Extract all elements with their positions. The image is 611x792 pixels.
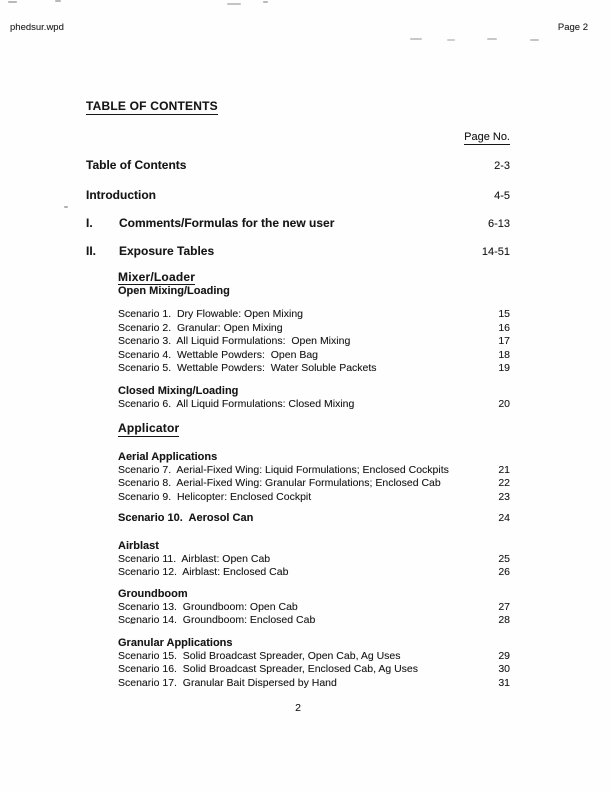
scenario-label: Scenario 8. Aerial-Fixed Wing: Granular Formulations; Enclosed Cab [118, 477, 441, 489]
toc-scenario-row [118, 566, 510, 580]
scenario-label: Scenario 4. Wettable Powders: Open Bag [118, 348, 319, 361]
scenario-page: 23 [498, 490, 510, 503]
scenario-page: 25 [498, 552, 510, 565]
toc-scenario-row [118, 553, 510, 567]
toc-entry-label: Introduction [86, 187, 156, 202]
scenario-list [118, 308, 510, 376]
header-page-label: Page 2 [557, 22, 588, 33]
airblast-subheading: Airblast [118, 539, 159, 552]
granular-applications-group [118, 637, 510, 691]
scenario-label: Scenario 13. Groundboom: Open Cab [118, 600, 298, 613]
toc-scenario-row [118, 464, 510, 478]
toc-title: TABLE OF CONTENTS [86, 99, 218, 113]
toc-entry-pages: 2-3 [494, 159, 510, 172]
airblast-group [118, 540, 510, 580]
scenario-label: Scenario 10. Aerosol Can [118, 512, 254, 524]
aerial-applications-group [118, 451, 510, 505]
mixer-loader-section [118, 270, 510, 412]
scenario-page: 22 [498, 477, 510, 489]
scenario-page: 29 [498, 649, 510, 662]
scenario-label: Scenario 1. Dry Flowable: Open Mixing [118, 308, 303, 320]
scenario-label: Scenario 3. All Liquid Formulations: Open Mixing [118, 335, 351, 347]
scenario-label: Scenario 5. Wettable Powders: Water Soluble Packets [118, 362, 377, 374]
scenario-page: 20 [498, 397, 510, 410]
toc-entry-pages: 14-51 [481, 245, 510, 258]
toc-scenario-row [118, 349, 510, 363]
scenario-label: Scenario 6. All Liquid Formulations: Closed Mixing [118, 397, 355, 410]
granular-applications-subheading: Granular Applications [118, 636, 233, 649]
toc-scenario-row [118, 308, 510, 322]
scenario-label: Scenario 7. Aerial-Fixed Wing: Liquid Formulations; Enclosed Cockpits [118, 463, 449, 476]
aerial-applications-subheading: Aerial Applications [118, 450, 218, 463]
toc-entry-numeral: I. [86, 215, 93, 230]
scenario-page: 26 [498, 566, 510, 578]
scenario-label: Scenario 12. Airblast: Enclosed Cab [118, 566, 289, 578]
scan-artifact [487, 38, 497, 40]
toc-scenario-row [118, 477, 510, 491]
scenario-page: 31 [498, 676, 510, 689]
scenario-list [118, 398, 510, 412]
toc-scenario-row [118, 491, 510, 505]
toc-entry-numeral: II. [86, 243, 97, 258]
scenario-list [118, 553, 510, 580]
page-no-column-header: Page No. [464, 131, 510, 143]
toc-scenario-row [118, 650, 510, 664]
groundboom-subheading: Groundboom [118, 587, 188, 600]
applicator-section [118, 421, 510, 690]
scan-artifact [8, 1, 17, 3]
scan-artifact [530, 39, 539, 41]
scan-artifact [410, 38, 422, 40]
scenario-label: Scenario 14. Groundboom: Enclosed Cab [118, 614, 316, 626]
toc-scenario-row [118, 335, 510, 349]
open-mixing-group [118, 285, 510, 376]
open-mixing-subheading: Open Mixing/Loading [118, 285, 230, 297]
page-number: 2 [295, 702, 301, 714]
toc-scenario-row [118, 614, 510, 628]
scenario-list [118, 650, 510, 691]
toc-scenario-row [118, 322, 510, 336]
toc-entry-pages: 4-5 [494, 189, 510, 202]
toc-entry-label: Exposure Tables [119, 243, 215, 258]
toc-scenario-row [118, 601, 510, 615]
aerosol-can-row [118, 512, 510, 526]
scan-artifact [227, 3, 241, 5]
table-of-contents [86, 99, 510, 690]
closed-mixing-group [118, 385, 510, 412]
scenario-list [118, 464, 510, 505]
toc-entry-pages: 6-13 [487, 217, 510, 230]
scenario-label: Scenario 9. Helicopter: Enclosed Cockpit [118, 490, 312, 503]
toc-entry-label: Comments/Formulas for the new user [119, 215, 335, 230]
scenario-page: 24 [498, 512, 510, 524]
document-filename: phedsur.wpd [10, 22, 64, 33]
toc-entry [86, 188, 510, 202]
scenario-label: Scenario 17. Granular Bait Dispersed by Hand [118, 676, 337, 689]
scenario-page: 15 [498, 308, 510, 320]
scan-artifact [447, 39, 455, 41]
document-header [10, 22, 588, 33]
closed-mixing-subheading: Closed Mixing/Loading [118, 384, 239, 397]
groundboom-group [118, 588, 510, 628]
toc-scenario-row [118, 663, 510, 677]
scenario-label: Scenario 15. Solid Broadcast Spreader, Open Cab, Ag Uses [118, 649, 401, 662]
document-footer [86, 702, 510, 714]
applicator-heading: Applicator [118, 421, 180, 435]
mixer-loader-heading: Mixer/Loader [118, 269, 196, 284]
scan-artifact [64, 206, 68, 208]
scenario-page: 16 [498, 321, 510, 334]
toc-scenario-row [118, 677, 510, 691]
scenario-page: 27 [498, 600, 510, 613]
toc-entry [86, 158, 510, 172]
toc-entry [86, 216, 510, 230]
scenario-label: Scenario 11. Airblast: Open Cab [118, 552, 271, 565]
scenario-label: Scenario 2. Granular: Open Mixing [118, 321, 283, 334]
scenario-page: 30 [498, 663, 510, 675]
scenario-label: Scenario 16. Solid Broadcast Spreader, Enclosed Cab, Ag Uses [118, 663, 419, 675]
scenario-page: 17 [498, 335, 510, 347]
toc-scenario-row [118, 398, 510, 412]
scenario-page: 19 [498, 362, 510, 374]
toc-entry-label: Table of Contents [86, 157, 187, 172]
scenario-list [118, 601, 510, 628]
scenario-page: 28 [498, 614, 510, 626]
scan-artifact [55, 0, 61, 2]
scenario-page: 18 [498, 348, 510, 361]
toc-scenario-row [118, 362, 510, 376]
toc-entry [86, 244, 510, 258]
scenario-page: 21 [498, 463, 510, 476]
scan-artifact [263, 1, 268, 3]
